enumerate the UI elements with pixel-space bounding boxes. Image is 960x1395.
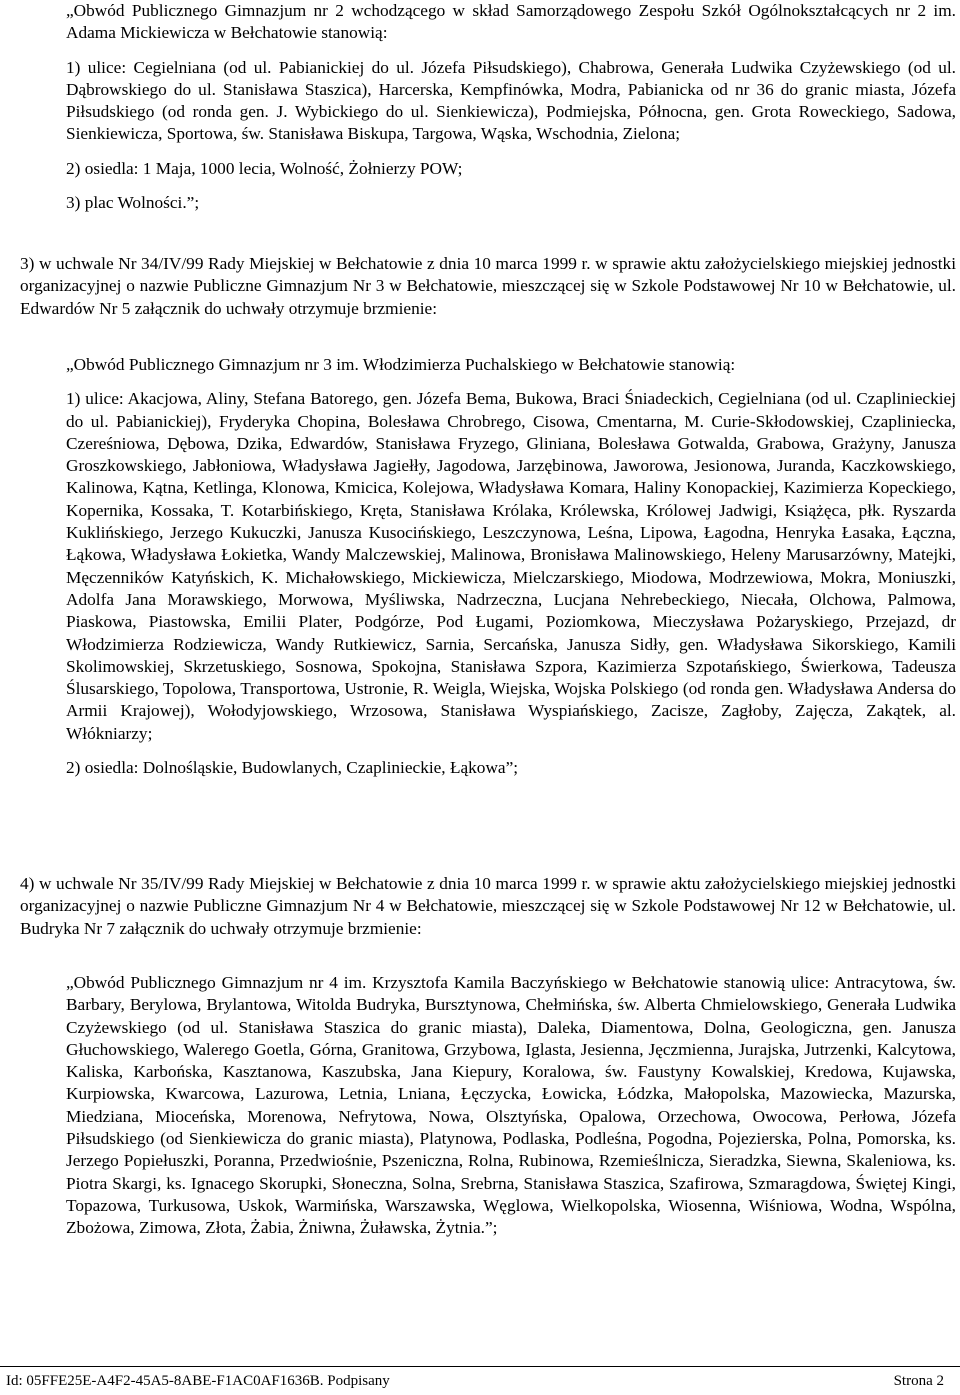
- section-gimnazjum-3: [66, 342, 956, 779]
- paragraph-uchwala-35: 4) w uchwale Nr 35/IV/99 Rady Miejskiej w Bełchatowie z dnia 10 marca 1999 r. w sprawie aktu założycielskiego miejskiej jednostki organizacyjnej o nazwie Publiczne Gimnazjum Nr 4 w Bełchatowie, mieszczącej się w Szkole Podstawowej Nr 12 w Bełchatowie, ul. Budryka Nr 7 załącznik do uchwały otrzymuje brzmienie:: [20, 874, 956, 938]
- paragraph-ulice-gimnazjum-3: 1) ulice: Akacjowa, Aliny, Stefana Batorego, gen. Józefa Bema, Bukowa, Braci Śniadeckich, Cegielniana (od ul. Czaplinieckiej do ul. Pabianickiej), Fryderyka Chopina, Bolesława Chrobrego, Cisowa, Cmentarna, M. Curie-Skłodowskiej, Czapliniecka, Czereśniowa, Dębowa, Dzika, Edwardów, Stanisława Fryzego, Gliniana, Bolesława Gotwalda, Grabowa, Grażyny, Janusza Groszkowskiego, Jabłoniowa, Władysława Jagiełły, Jagodowa, Jarzębinowa, Jaworowa, Jesionowa, Juranda, Kaczkowskiego, Kalinowa, Kątna, Ketlinga, Klonowa, Kmicica, Kolejowa, Władysława Komara, Haliny Konopackiej, Kazimierza Kopeckiego, Kopernika, Kossaka, T. Kotarbińskiego, Kręta, Stanisława Królaka, Królewska, Królowej Jadwigi, Książęca, płk. Ryszarda Kuklińskiego, Jerzego Kukuczki, Janusza Kusocińskiego, Leszczynowa, Leśna, Lipowa, Łagodna, Henryka Łasaka, Łączna, Łąkowa, Władysława Łokietka, Wandy Malczewskiej, Malinowa, Bronisława Malinowskiego, Heleny Marusarzówny, Matejki, Męczenników Katyńskich, K. Michałowskiego, Mickiewicza, Mielczarskiego, Miodowa, Modrzewiowa, Mokra, Moniuszki, Adolfa Jana Morawskiego, Morwowa, Myśliwska, Nadrzeczna, Lucjana Nehrebeckiego, Niecała, Olchowa, Palmowa, Piaskowa, Piastowska, Emilii Plater, Podgórze, Pod Ługami, Poziomkowa, Mieczysława Pożaryskiego, Przejazd, dr Włodzimierza Rodziewicza, Wandy Rutkiewicz, Sarnia, Sercańska, Janusza Sidły, gen. Władysława Sikorskiego, Kamili Skolimowskiej, Skrzetuskiego, Sosnowa, Spokojna, Stanisława Szpora, Kazimierza Szpotańskiego, Świerkowa, Tadeusza Ślusarskiego, Topolowa, Transportowa, Ustronie, R. Weigla, Wiejska, Wojska Polskiego (od ronda gen. Władysława Andersa do Armii Krajowej), Wołodyjowskiego, Wrzosowa, Stanisława Wyspiańskiego, Zacisze, Zagłoby, Zajęcza, Zakątek, al. Włókniarzy;: [66, 389, 956, 743]
- paragraph-ulice-gimnazjum-2: 1) ulice: Cegielniana (od ul. Pabianickiej do ul. Józefa Piłsudskiego), Chabrowa, Generała Ludwika Czyżewskiego (od ul. Dąbrowskiego do ul. Stanisława Staszica), Harcerska, Kempfinówka, Modra, Pabianicka od nr 36 do granic miasta, Józefa Piłsudskiego (od ronda gen. J. Wybickiego do ul. Sienkiewicza), Podmiejska, Północna, gen. Grota Roweckiego, Sadowa, Sienkiewicza, Sportowa, św. Stanisława Biskupa, Targowa, Wąska, Wschodnia, Zielona;: [66, 57, 956, 144]
- paragraph-plac-gimnazjum-2: 3) plac Wolności.”;: [66, 193, 200, 213]
- paragraph-osiedla-gimnazjum-3: 2) osiedla: Dolnośląskie, Budowlanych, Czaplinieckie, Łąkowa”;: [66, 758, 519, 778]
- section-uchwala-34: [20, 253, 956, 320]
- paragraph-uchwala-34: 3) w uchwale Nr 34/IV/99 Rady Miejskiej w Bełchatowie z dnia 10 marca 1999 r. w sprawie aktu założycielskiego miejskiej jednostki organizacyjnej o nazwie Publiczne Gimnazjum Nr 3 w Bełchatowie, mieszczącej się w Szkole Podstawowej Nr 10 w Bełchatowie, ul. Edwardów Nr 5 załącznik do uchwały otrzymuje brzmienie:: [20, 254, 956, 318]
- footer-page-number: Strona 2: [893, 1373, 944, 1389]
- paragraph-osiedla-gimnazjum-2: 2) osiedla: 1 Maja, 1000 lecia, Wolność, Żołnierzy POW;: [66, 158, 463, 178]
- footer-divider: [0, 1366, 960, 1367]
- paragraph-obwod-gimnazjum-4: „Obwód Publicznego Gimnazjum nr 4 im. Krzysztofa Kamila Baczyńskiego w Bełchatowie stanowią ulice: Antracytowa, św. Barbary, Berylowa, Brylantowa, Witolda Budryka, Bursztynowa, Chełmińska, św. Alberta Chmielowskiego, Generała Ludwika Czyżewskiego (od ul. Stanisława Staszica do granic miasta), Daleka, Diamentowa, Dolna, Geologiczna, gen. Janusza Głuchowskiego, Walerego Goetla, Górna, Granitowa, Grzybowa, Iglasta, Jesienna, Jęczmienna, Jurajska, Jutrzenki, Kalcytowa, Kaliska, Karbońska, Kasztanowa, Kaszubska, Jana Kiepury, Koralowa, św. Faustyny Kowalskiej, Kredowa, Kujawska, Kurpiowska, Kwarcowa, Lazurowa, Letnia, Lniana, Łęczycka, Łowicka, Łódzka, Małopolska, Mazowiecka, Mazurska, Miedziana, Mioceńska, Morenowa, Nefrytowa, Nowa, Olsztyńska, Opalowa, Orzechowa, Owocowa, Perłowa, Józefa Piłsudskiego (od Sienkiewicza do granic miasta), Platynowa, Podlaska, Podleśna, Pogodna, Pojezierska, Polna, Pomorska, ks. Jerzego Popiełuszki, Poranna, Przedwiośnie, Pszeniczna, Rolna, Rubinowa, Rzemieślnicza, Sieradzka, Siewna, Skaleniowa, ks. Piotra Skargi, ks. Ignacego Skorupki, Słoneczna, Solna, Srebrna, Stanisława Staszica, Szafirowa, Szmaragdowa, Świętej Kingi, Topazowa, Turkusowa, Uskok, Warmińska, Warszawska, Węglowa, Wielkopolska, Wiosenna, Wiśniowa, Wodna, Wspólna, Zbożowa, Zimowa, Złota, Żabia, Żniwna, Żuławska, Żytnia.”;: [66, 973, 956, 1238]
- paragraph-obwod-gimnazjum-2: „Obwód Publicznego Gimnazjum nr 2 wchodzącego w skład Samorządowego Zespołu Szkół Ogólnokształcących nr 2 im. Adama Mickiewicza w Bełchatowie stanowią:: [66, 1, 956, 43]
- section-uchwala-35: [20, 873, 956, 940]
- footer-document-id: Id: 05FFE25E-A4F2-45A5-8ABE-F1AC0AF1636B. Podpisany: [6, 1373, 390, 1389]
- section-gimnazjum-4: [66, 972, 956, 1240]
- section-gimnazjum-2: [66, 0, 956, 214]
- paragraph-obwod-gimnazjum-3: „Obwód Publicznego Gimnazjum nr 3 im. Włodzimierza Puchalskiego w Bełchatowie stanowią:: [66, 355, 736, 374]
